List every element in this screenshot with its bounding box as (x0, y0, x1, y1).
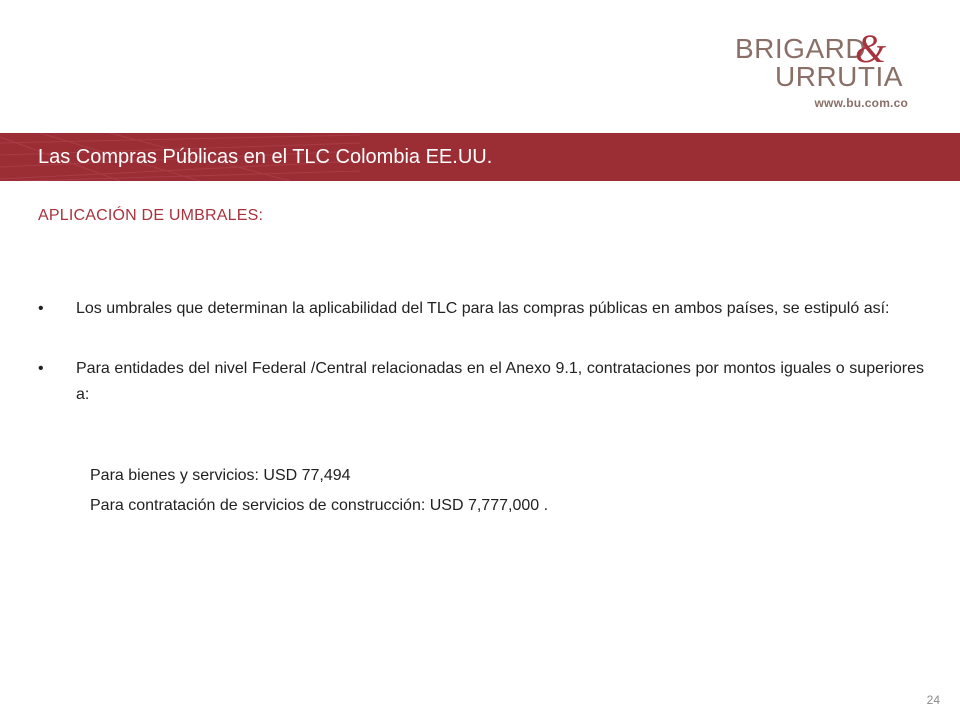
threshold-construction: Para contratación de servicios de construcción: USD 7,777,000 . (90, 497, 549, 514)
title-banner (0, 133, 960, 181)
bullet-list (38, 296, 924, 442)
bullet-marker: • (38, 360, 44, 377)
section-heading: APLICACIÓN DE UMBRALES: (38, 207, 264, 224)
logo-ampersand: & (855, 28, 887, 71)
slide-title: Las Compras Públicas en el TLC Colombia EE.UU. (38, 146, 493, 168)
bullet-marker: • (38, 300, 44, 317)
logo-wordmark (735, 28, 910, 100)
logo-line2: URRUTIA (775, 61, 903, 92)
threshold-goods-services: Para bienes y servicios: USD 77,494 (90, 467, 351, 484)
page-number: 24 (926, 693, 940, 707)
logo-url: www.bu.com.co (814, 96, 908, 110)
bullet-text: Para entidades del nivel Federal /Central relacionadas en el Anexo 9.1, contrataciones por montos iguales o superiores a: (76, 360, 924, 403)
bullet-item (38, 296, 924, 322)
bullet-text: Los umbrales que determinan la aplicabilidad del TLC para las compras públicas en ambos países, se estipuló así: (76, 300, 890, 317)
logo-line1: BRIGARD (735, 33, 867, 64)
bullet-item (38, 356, 924, 408)
